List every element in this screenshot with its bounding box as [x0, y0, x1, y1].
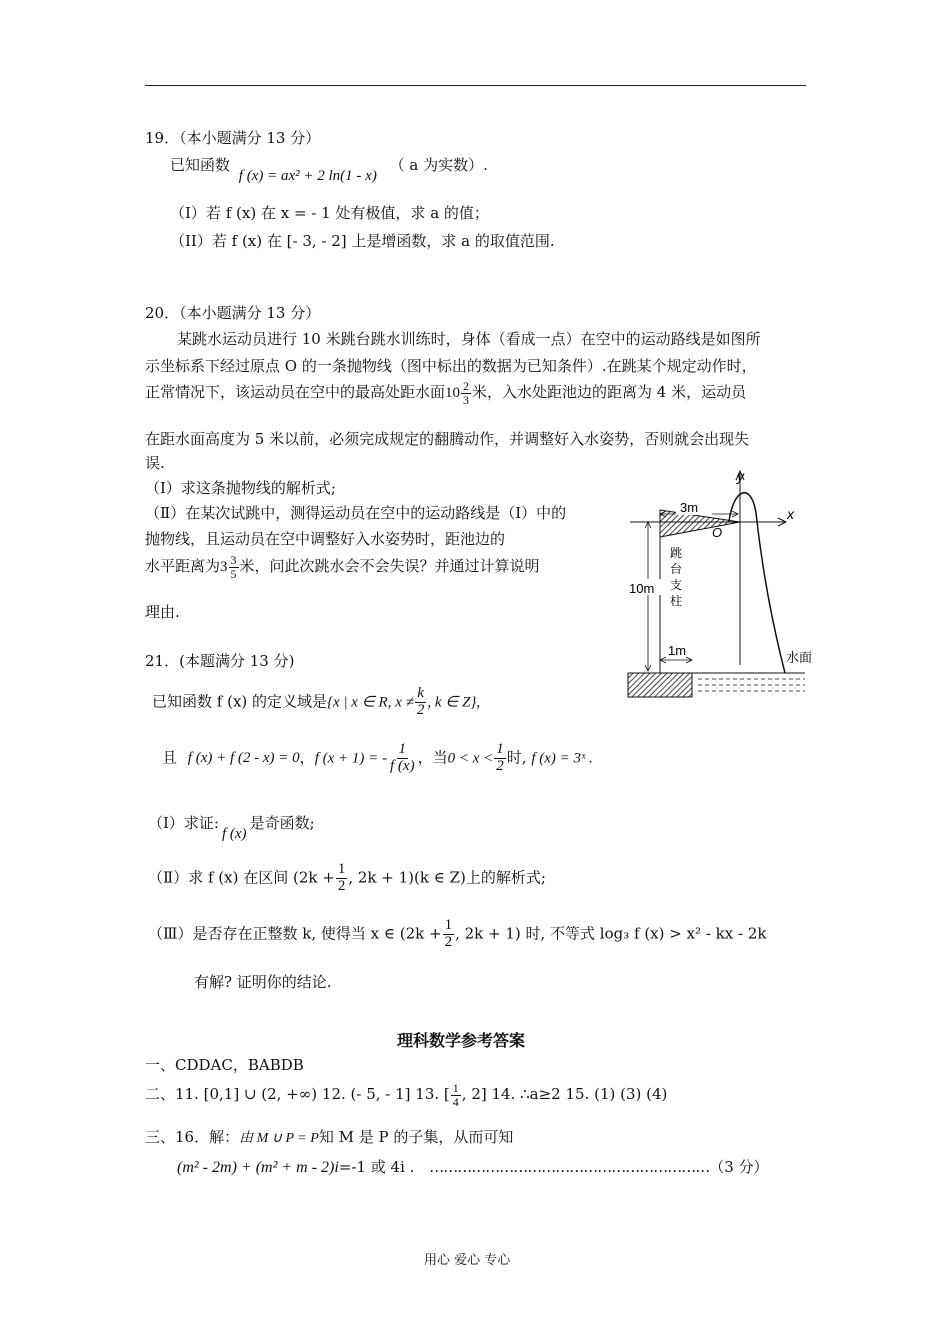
diving-figure [620, 465, 820, 705]
q21-conditions: 且 f (x) + f (2 - x) = 0，f (x + 1) = - $\frac{1}{f (x)}$ ，当0 < x < $\frac{1}{2}$ 时, f (x) = 3ˣ . [162, 741, 593, 774]
q21-domain: 已知函数 f (x) 的定义域是{x | x ∈ R, x ≠ $\frac{k}{2}$ , k ∈ Z}, [152, 685, 481, 718]
answers-title: 理科数学参考答案 [397, 1031, 526, 1050]
page-footer: 用心 爱心 专心 [424, 1253, 511, 1268]
dim-1m: 1m [668, 643, 687, 658]
q20-line1: 某跳水运动员进行 10 米跳台跳水训练时，身体（看成一点）在空中的运动路线是如图所 [177, 330, 761, 348]
q20-line3: 正常情况下，该运动员在空中的最高处距水面10 $\frac{2}{3}$ 米，入水处距池边的距离为 4 米，运动员 [145, 379, 747, 407]
pool-edge [628, 673, 692, 697]
q20-line2: 示坐标系下经过原点 O 的一条抛物线（图中标出的数据为已知条件）.在跳某个规定动作时， [145, 357, 757, 375]
top-rule [145, 85, 806, 86]
q20-header: 20．（本小题满分 13 分） [145, 304, 321, 322]
q19-function: f (x) = ax² + 2 ln(1 - x) [238, 168, 377, 184]
q21-part2: （Ⅱ）求 f (x) 在区间 (2k + $\frac{1}{2}$ , 2k + 1)(k ∈ Z)上的解析式; [148, 861, 546, 894]
platform-char-3: 支 [670, 578, 683, 592]
platform-char-4: 柱 [670, 594, 683, 608]
q21-part1: （Ⅰ）求证:f (x)是奇函数; [148, 814, 315, 842]
answers-row2: 二、11. [0,1] ∪ (2, +∞) 12. (- 5, - 1] 13. [ $\frac{1}{4}$ , 2] 14. ∴a≥2 15. (1) (3) (4) [145, 1081, 668, 1109]
q19-part2: （II）若 f (x) 在 [- 3, - 2] 上是增函数，求 a 的取值范围. [170, 232, 555, 250]
water-label: 水面 [786, 650, 813, 665]
dim-3m: 3m [680, 500, 699, 515]
q21-part3: （Ⅲ）是否存在正整数 k, 使得当 x ∈ (2k + $\frac{1}{2}$ , 2k + 1) 时, 不等式 log₃ f (x) > x² - kx - 2k [148, 917, 767, 950]
platform-char-2: 台 [670, 562, 683, 576]
dive-trajectory [729, 493, 785, 673]
q19-header: 19．（本小题满分 13 分） [145, 129, 321, 147]
q19-part1: （I）若 f (x) 在 x = - 1 处有极值，求 a 的值； [170, 204, 489, 222]
q20-part2-line2: 抛物线，且运动员在空中调整好入水姿势时，距池边的 [145, 530, 506, 548]
q21-part3-line2: 有解? 证明你的结论. [194, 973, 332, 991]
q20-part2-line1: （Ⅱ）在某次试跳中，测得运动员在空中的运动路线是（Ⅰ）中的 [145, 504, 567, 522]
q20-line4: 在距水面高度为 5 米以前，必须完成规定的翻腾动作，并调整好入水姿势，否则就会出现失 [145, 430, 750, 448]
answers-row1: 一、CDDAC，BABDB [145, 1056, 304, 1074]
q19-stem: 已知函数 f (x) = ax² + 2 ln(1 - x) （ a 为实数）. [170, 156, 488, 184]
q20-part2-line4: 理由. [145, 603, 180, 621]
platform-char-1: 跳 [670, 546, 683, 560]
dim-10m: 10m [629, 581, 655, 596]
q20-part1: （Ⅰ）求这条抛物线的解析式; [145, 479, 336, 497]
answers-row4: (m² - 2m) + (m² + m - 2)i=-1 或 4i . ……………………………………………………（3 分） [177, 1158, 769, 1176]
origin-label: O [712, 525, 723, 540]
y-label: y [737, 468, 744, 484]
q20-part2-line3: 水平距离为3 $\frac{3}{5}$ 米，问此次跳水会不会失误？并通过计算说明 [145, 553, 540, 581]
x-label: x [787, 506, 794, 522]
q21-header: 21．(本题满分 13 分) [145, 652, 295, 670]
answers-row3: 三、16．解：由 M ∪ P = P知 M 是 P 的子集，从而可知 [145, 1128, 514, 1146]
q20-line5: 误. [145, 454, 165, 472]
